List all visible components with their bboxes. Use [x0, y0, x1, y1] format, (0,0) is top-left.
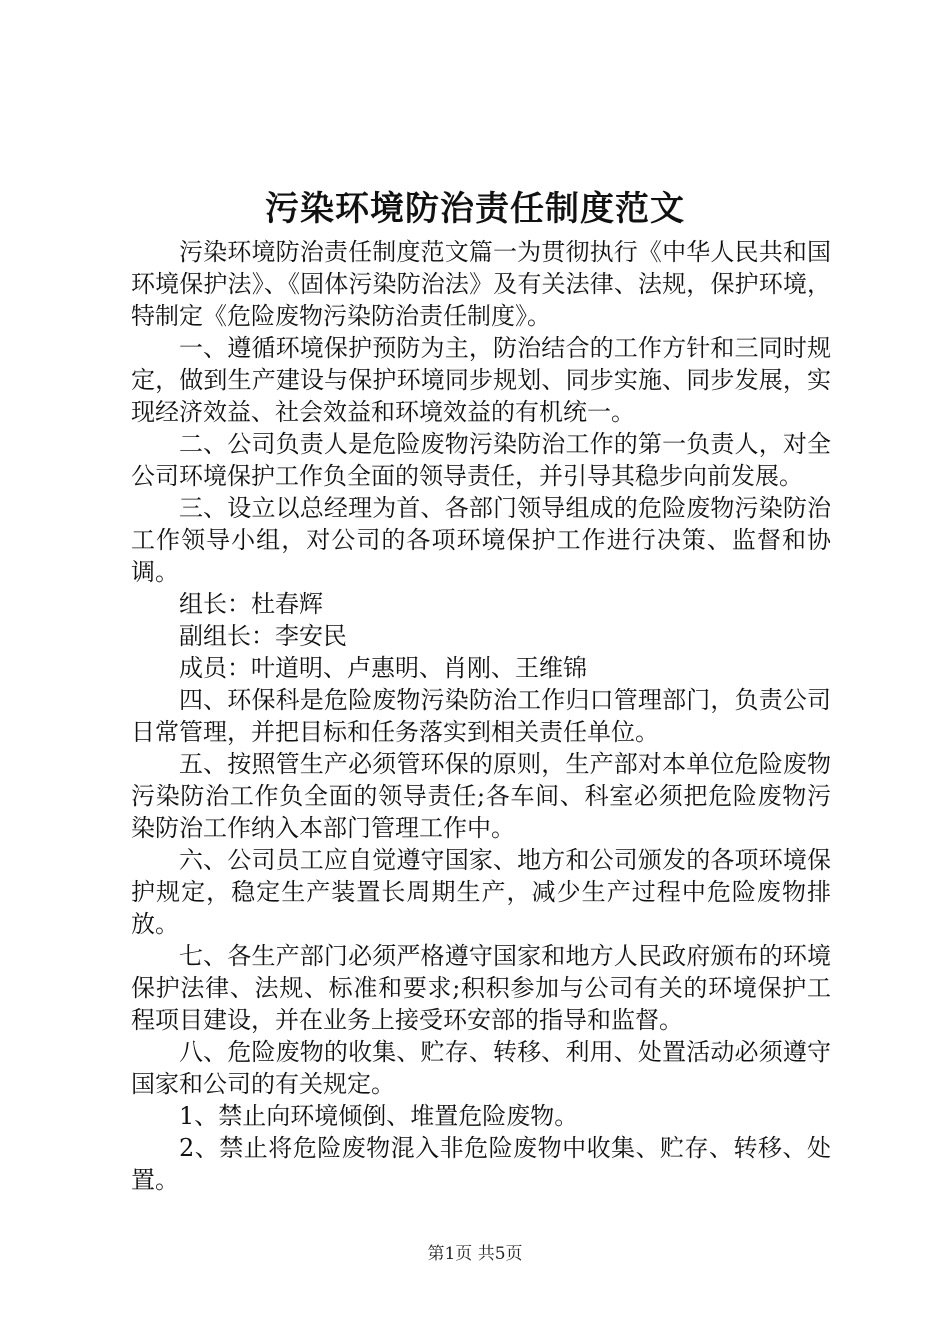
paragraph-item-6: 六、公司员工应自觉遵守国家、地方和公司颁发的各项环境保护规定，稳定生产装置长周期生产，减少生产过程中危险废物排放。	[131, 846, 831, 938]
paragraph-item-4: 四、环保科是危险废物污染防治工作归口管理部门，负责公司日常管理，并把目标和任务落实到相关责任单位。	[131, 686, 831, 746]
paragraph-item-2: 二、公司负责人是危险废物污染防治工作的第一负责人，对全公司环境保护工作负全面的领导责任，并引导其稳步向前发展。	[131, 430, 831, 490]
paragraph-item-5: 五、按照管生产必须管环保的原则，生产部对本单位危险废物污染防治工作负全面的领导责任;各车间、科室必须把危险废物污染防治工作纳入本部门管理工作中。	[131, 750, 831, 842]
document-body	[131, 236, 831, 1196]
page-footer: 第1页 共5页	[427, 1244, 523, 1264]
deputy-leader-line: 副组长：李安民	[179, 622, 347, 650]
paragraph-item-1: 一、遵循环境保护预防为主，防治结合的工作方针和三同时规定，做到生产建设与保护环境同步规划、同步实施、同步发展，实现经济效益、社会效益和环境效益的有机统一。	[131, 334, 831, 426]
rule-item-2: 2、禁止将危险废物混入非危险废物中收集、贮存、转移、处置。	[131, 1134, 831, 1194]
rule-item-1: 1、禁止向环境倾倒、堆置危险废物。	[179, 1102, 579, 1130]
paragraph-intro: 污染环境防治责任制度范文篇一为贯彻执行《中华人民共和国环境保护法》、《固体污染防治法》及有关法律、法规，保护环境，特制定《危险废物污染防治责任制度》。	[131, 238, 831, 330]
paragraph-item-7: 七、各生产部门必须严格遵守国家和地方人民政府颁布的环境保护法律、法规、标准和要求;积积参加与公司有关的环境保护工程项目建设，并在业务上接受环安部的指导和监督。	[131, 942, 831, 1034]
document-title: 污染环境防治责任制度范文	[265, 189, 685, 229]
members-line: 成员：叶道明、卢惠明、肖刚、王维锦	[179, 654, 587, 682]
paragraph-item-3: 三、设立以总经理为首、各部门领导组成的危险废物污染防治工作领导小组，对公司的各项环境保护工作进行决策、监督和协调。	[131, 494, 831, 586]
group-leader-line: 组长：杜春辉	[179, 590, 323, 618]
paragraph-item-8: 八、危险废物的收集、贮存、转移、利用、处置活动必须遵守国家和公司的有关规定。	[131, 1038, 831, 1098]
